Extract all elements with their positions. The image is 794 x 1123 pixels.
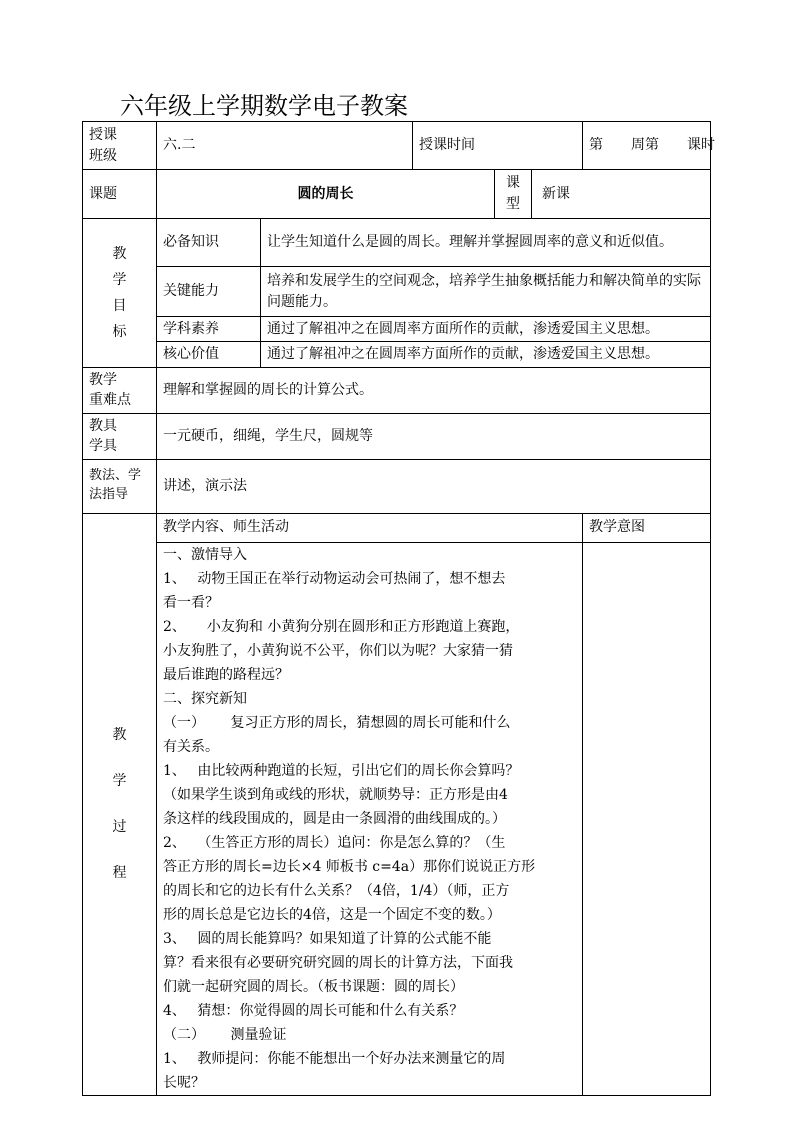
process-line: 2、 （生答正方形的周长）追问：你是怎么算的？（生 (163, 834, 506, 851)
class-value: 六.二 (157, 122, 413, 170)
process-label-char: 过 (112, 819, 127, 836)
process-line: 1、 教师提问：你能不能想出一个好办法来测量它的周 (163, 1050, 506, 1067)
process-header-row (83, 513, 711, 542)
process-line: 条这样的线段围成的，圆是由一条圆滑的曲线围成的。） (163, 810, 506, 827)
process-label-char: 学 (112, 773, 127, 790)
goal-text: 培养和发展学生的空间观念，培养学生抽象概括能力和解决简单的实际问题能力。 (261, 267, 711, 317)
key-points-label: 教学 重难点 (83, 367, 157, 413)
process-body-row (83, 542, 711, 1095)
goal-name: 必备知识 (157, 219, 261, 267)
topic-value: 圆的周长 (157, 170, 495, 219)
methods-text: 讲述，演示法 (157, 459, 711, 513)
process-label-char: 程 (112, 865, 127, 882)
key-points-text: 理解和掌握圆的周长的计算公式。 (157, 367, 711, 413)
goals-label-char: 标 (112, 323, 127, 340)
key-points-row (83, 367, 711, 413)
goals-label-char: 学 (112, 271, 127, 288)
process-line: （如果学生谈到角或线的形状，就顺势导：正方形是由4 (163, 786, 508, 803)
goal-name: 关键能力 (157, 267, 261, 317)
methods-label: 教法、学 法指导 (83, 459, 157, 513)
goals-label-char: 教 (112, 245, 127, 262)
class-label: 授课 班级 (83, 122, 157, 170)
process-line: 1、 动物王国正在举行动物运动会可热闹了，想不想去 (163, 570, 506, 587)
goal-name: 学科素养 (157, 317, 261, 342)
goal-text: 通过了解祖冲之在圆周率方面所作的贡献，渗透爱国主义思想。 (261, 317, 711, 342)
process-line: 看一看？ (163, 594, 219, 611)
lesson-plan-table (82, 121, 716, 1096)
time-value: 第 周第 课时 (583, 122, 711, 170)
process-line: 形的周长总是它边长的4倍，这是一个固定不变的数。） (163, 906, 501, 923)
goal-text: 通过了解祖冲之在圆周率方面所作的贡献，渗透爱国主义思想。 (261, 342, 711, 367)
process-line: 答正方形的周长=边长×4 师板书 c=4a）那你们说说正方形 (163, 858, 536, 875)
header-row (83, 122, 711, 170)
process-line: 一、激情导入 (163, 546, 247, 563)
topic-label: 课题 (83, 170, 157, 219)
type-value: 新课 (542, 185, 571, 202)
topic-row (83, 170, 711, 219)
goals-label-char: 目 (112, 297, 127, 314)
process-label (83, 513, 157, 1095)
goal-text: 让学生知道什么是圆的周长。理解并掌握圆周率的意义和近似值。 (261, 219, 711, 267)
process-line: 4、 猜想：你觉得圆的周长可能和什么有关系？ (163, 1002, 464, 1019)
process-line: 2、 小友狗和 小黄狗分别在圆形和正方形跑道上赛跑， (163, 618, 520, 635)
type-cell (495, 170, 711, 219)
methods-row (83, 459, 711, 513)
goal-row (83, 267, 711, 317)
time-label: 授课时间 (413, 122, 583, 170)
goal-row (83, 219, 711, 267)
goal-name: 核心价值 (157, 342, 261, 367)
process-label-char: 教 (112, 727, 127, 744)
intent-header: 教学意图 (583, 513, 711, 542)
process-line: 二、探究新知 (163, 690, 247, 707)
process-lines (157, 543, 582, 1095)
process-line: 算？看来很有必要研究研究圆的周长的计算方法，下面我 (163, 954, 513, 971)
goal-row (83, 317, 711, 342)
process-line: （一） 复习正方形的周长，猜想圆的周长可能和什么 (163, 714, 511, 731)
content-header: 教学内容、师生活动 (157, 513, 583, 542)
tools-row (83, 413, 711, 459)
goal-row (83, 342, 711, 367)
type-label: 课 型 (495, 170, 532, 218)
goals-label (83, 219, 157, 368)
process-line: 最后谁跑的路程远？ (163, 666, 289, 683)
tools-label: 教具 学具 (83, 413, 157, 459)
process-line: 的周长和它的边长有什么关系？（4倍，1/4）（师，正方 (163, 882, 510, 899)
process-line: 们就一起研究圆的周长。（板书课题：圆的周长） (163, 978, 464, 995)
tools-text: 一元硬币，细绳，学生尺，圆规等 (157, 413, 711, 459)
process-content (157, 542, 583, 1095)
process-line: 1、 由比较两种跑道的长短，引出它们的周长你会算吗？ (163, 762, 520, 779)
document-title: 六年级上学期数学电子教案 (120, 92, 408, 120)
process-line: 3、 圆的周长能算吗？如果知道了计算的公式能不能 (163, 930, 492, 947)
process-line: 小友狗胜了，小黄狗说不公平，你们以为呢？大家猜一猜 (163, 642, 513, 659)
process-line: 长呢？ (163, 1074, 205, 1091)
process-line: 有关系。 (163, 738, 219, 755)
intent-content (583, 542, 711, 1095)
process-line: （二） 测量验证 (163, 1026, 287, 1043)
